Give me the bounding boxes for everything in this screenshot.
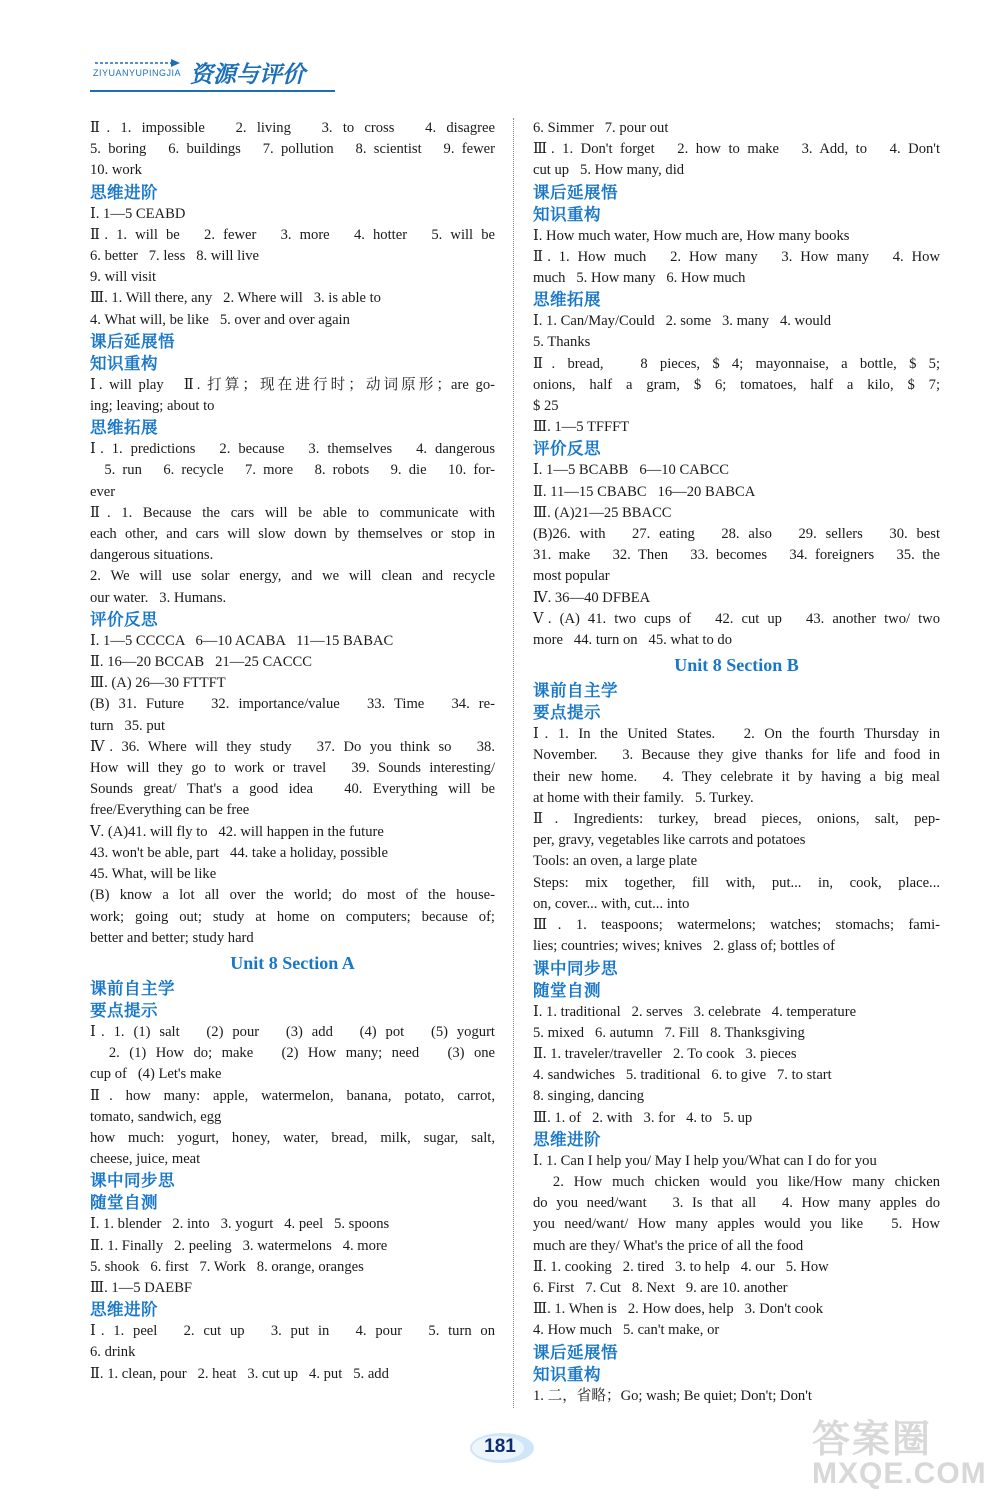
answer-line: Ⅲ. (A)21—25 BBACC [533, 504, 672, 521]
answer-line: Ⅱ. 1. Finally 2. peeling 3. watermelons 4. more [90, 1237, 388, 1254]
answer-line: Ⅱ. 1. Because the cars will be able to communicate with [90, 504, 495, 521]
answer-line: Ⅱ. Ingredients: turkey, bread pieces, onions, salt, pep- [533, 811, 940, 828]
section-heading: 课中同步思 [90, 1171, 175, 1191]
section-heading: 评价反思 [533, 439, 601, 459]
section-heading: 思维进阶 [90, 182, 158, 202]
answer-line: lies; countries; wives; knives 2. glass of; bottles of [533, 938, 835, 955]
answer-line: 5. shook 6. first 7. Work 8. orange, oranges [90, 1258, 364, 1275]
answer-line: 2. (1) How do; make (2) How many; need (3) one [90, 1045, 496, 1062]
section-heading: 思维拓展 [533, 290, 601, 310]
answer-line: 5. boring 6. buildings 7. pollution 8. scientist 9. fewer [90, 141, 495, 158]
answer-line: Ⅰ. 1. Can I help you/ May I help you/What can I do for you [533, 1152, 877, 1169]
answer-line: Ⅱ. 1. cooking 2. tired 3. to help 4. our 5. How [533, 1258, 829, 1275]
section-heading: 课前自主学 [533, 681, 618, 701]
answer-line: Ⅰ. 1. blender 2. into 3. yogurt 4. peel 5. spoons [90, 1216, 390, 1233]
answer-line: Ⅰ. 1. peel 2. cut up 3. put in 4. pour 5. turn on [90, 1323, 495, 1340]
answer-line: 6. drink [90, 1344, 136, 1361]
answer-line: much are they/ What's the price of all the food [533, 1237, 804, 1254]
answer-line: do you need/want 3. Is that all 4. How many apples do [533, 1195, 940, 1212]
answer-line: turn 35. put [90, 717, 165, 734]
section-heading: 知识重构 [90, 353, 158, 373]
answer-line: 6. Simmer 7. pour out [533, 120, 669, 136]
section-heading: 随堂自测 [90, 1193, 158, 1213]
answer-line: 43. won't be able, part 44. take a holiday, possible [90, 844, 388, 861]
section-heading: 思维进阶 [533, 1129, 601, 1149]
answer-line: Sounds great/ That's a good idea 40. Everything will be [90, 781, 495, 798]
answer-line: Ⅲ. 1. When is 2. How does, help 3. Don't cook [533, 1301, 824, 1318]
answer-line: Ⅳ. 36. Where will they study 37. Do you think so 38. [90, 738, 495, 755]
answer-line: Ⅲ. 1—5 TFFFT [533, 419, 630, 436]
answer-line: per, gravy, vegetables like carrots and potatoes [533, 832, 806, 849]
answer-line: Ⅰ. How much water, How much are, How many books [533, 227, 850, 244]
section-heading: 思维拓展 [90, 418, 158, 438]
answer-line: Ⅱ. 1. will be 2. fewer 3. more 4. hotter 5. will be [90, 226, 495, 243]
column-divider [513, 118, 514, 1408]
answer-line: ever [90, 483, 116, 500]
answer-line: 5. run 6. recycle 7. more 8. robots 9. die 10. for- [90, 462, 495, 479]
section-heading: 思维进阶 [90, 1300, 158, 1320]
section-heading: 课前自主学 [90, 978, 175, 998]
answer-line: Ⅰ. 1. (1) salt (2) pour (3) add (4) pot (5) yogurt [90, 1023, 495, 1040]
answer-line: November. 3. Because they give thanks for life and food in [533, 747, 940, 764]
page-number: 181 [484, 1436, 516, 1457]
answer-line: Ⅲ. 1. Don't forget 2. how to make 3. Add, to 4. Don't [533, 141, 940, 158]
left-answer-column [90, 118, 495, 1385]
logo-pinyin: ZIYUANYUPINGJIA [93, 68, 182, 78]
answer-line: (B) 31. Future 32. importance/value 33. Time 34. re- [90, 696, 495, 713]
answer-line: Ⅴ. (A) 41. two cups of 42. cut up 43. another two/ two [533, 610, 940, 627]
answer-line: 8. singing, dancing [533, 1088, 645, 1105]
answer-line: Ⅱ. 1. clean, pour 2. heat 3. cut up 4. put 5. add [90, 1365, 389, 1382]
answer-line: 5. Thanks [533, 334, 591, 351]
answer-line: Steps: mix together, fill with, put... in, cook, place... [533, 874, 940, 891]
right-answer-column [533, 118, 940, 1407]
answer-line: onions, half a gram, $ 6; tomatoes, half a kilo, $ 7; [533, 376, 940, 393]
answer-line: 5. mixed 6. autumn 7. Fill 8. Thanksgiving [533, 1024, 805, 1041]
watermark [812, 1408, 987, 1491]
section-heading: 要点提示 [533, 703, 601, 723]
answer-line: Tools: an oven, a large plate [533, 853, 698, 870]
answer-line: most popular [533, 568, 610, 585]
answer-line: 9. will visit [90, 269, 157, 286]
answer-line: Ⅰ. 1. traditional 2. serves 3. celebrate 4. temperature [533, 1003, 857, 1020]
answer-line: 6. better 7. less 8. will live [90, 248, 260, 265]
section-heading: 知识重构 [533, 1364, 601, 1384]
answer-line: (B)26. with 27. eating 28. also 29. sellers 30. best [533, 526, 940, 543]
answer-line: Ⅲ. 1. of 2. with 3. for 4. to 5. up [533, 1109, 753, 1126]
answer-line: 2. How much chicken would you like/How many chicken [533, 1173, 941, 1190]
answer-line: Ⅰ. will play Ⅱ. 打算；现在进行时；动词原形；are go- [90, 376, 495, 393]
answer-line: 1. 二，省略；Go; wash; Be quiet; Don't; Don't [533, 1387, 812, 1404]
answer-line: cut up 5. How many, did [533, 162, 685, 179]
answer-line: better and better; study hard [90, 929, 254, 946]
answer-line: Ⅰ. 1. Can/May/Could 2. some 3. many 4. would [533, 313, 832, 330]
answer-line: Ⅱ. 1. impossible 2. living 3. to cross 4. disagree [90, 120, 495, 136]
answer-line: 4. How much 5. can't make, or [533, 1322, 720, 1339]
section-heading: 随堂自测 [533, 980, 601, 1000]
answer-line: more 44. turn on 45. what to do [533, 632, 733, 649]
answer-line: 45. What, will be like [90, 866, 217, 883]
answer-line: Ⅲ. 1—5 DAEBF [90, 1279, 193, 1296]
unit-title: Unit 8 Section A [230, 952, 355, 973]
answer-line: Ⅲ. 1. teaspoons; watermelons; watches; stomachs; fami- [533, 917, 940, 934]
answer-line: Ⅱ. 11—15 CBABC 16—20 BABCA [533, 483, 756, 500]
answer-line: How will they go to work or travel 39. Sounds interesting/ [90, 760, 495, 777]
answer-line: Ⅰ. 1—5 CCCCA 6—10 ACABA 11—15 BABAC [90, 632, 394, 649]
answer-line: Ⅱ. bread, 8 pieces, $ 4; mayonnaise, a bottle, $ 5; [533, 355, 940, 372]
answer-line: Ⅴ. (A)41. will fly to 42. will happen in the future [90, 823, 384, 840]
answer-line: our water. 3. Humans. [90, 589, 227, 606]
answer-line: at home with their family. 5. Turkey. [533, 789, 754, 806]
logo-title: 资源与评价 [190, 62, 305, 88]
answer-line: you need/want/ How many apples would you like 5. How [533, 1216, 940, 1233]
answer-line: 31. make 32. Then 33. becomes 34. foreigners 35. the [533, 547, 940, 564]
answer-line: cheese, juice, meat [90, 1151, 201, 1168]
answer-line: Ⅰ. 1—5 BCABB 6—10 CABCC [533, 462, 729, 479]
answer-line: dangerous situations. [90, 547, 214, 564]
answer-line: each other, and cars will slow down by themselves or stop in [90, 526, 495, 543]
answer-line: Ⅲ. 1. Will there, any 2. Where will 3. is able to [90, 290, 381, 307]
section-heading: 课中同步思 [533, 958, 618, 978]
unit-title: Unit 8 Section B [674, 655, 799, 676]
answer-line: Ⅲ. (A) 26—30 FTTFT [90, 675, 226, 692]
section-heading: 课后延展悟 [90, 331, 175, 351]
answer-line: (B) know a lot all over the world; do most of the house- [90, 887, 495, 904]
answer-line: ing; leaving; about to [90, 398, 215, 415]
answer-line: Ⅱ. 16—20 BCCAB 21—25 CACCC [90, 654, 312, 671]
section-heading: 要点提示 [90, 1000, 158, 1020]
answer-line: how much: yogurt, honey, water, bread, milk, sugar, salt, [90, 1129, 495, 1146]
section-heading: 课后延展悟 [533, 182, 618, 202]
answer-line: $ 25 [533, 398, 559, 415]
header-rule [90, 90, 335, 92]
answer-line: Ⅱ. 1. traveler/traveller 2. To cook 3. pieces [533, 1045, 797, 1062]
answer-line: on, cover... with, cut... into [533, 895, 690, 912]
answer-line: 2. We will use solar energy, and we will clean and recycle [90, 568, 495, 585]
answer-line: their new home. 4. They celebrate it by having a big meal [533, 768, 940, 785]
answer-line: cup of (4) Let's make [90, 1066, 222, 1083]
answer-line: 4. What will, be like 5. over and over again [90, 311, 350, 328]
answer-line: Ⅰ. 1. predictions 2. because 3. themselves 4. dangerous [90, 441, 495, 458]
answer-line: work; going out; study at home on computers; because of; [90, 908, 495, 925]
arrow-icon [93, 58, 181, 68]
answer-line: 4. sandwiches 5. traditional 6. to give 7. to start [533, 1067, 832, 1084]
answer-line: free/Everything can be free [90, 802, 250, 819]
page-header [0, 0, 1000, 100]
answer-line: Ⅱ. 1. How much 2. How many 3. How many 4. How [533, 248, 940, 265]
section-heading: 课后延展悟 [533, 1342, 618, 1362]
answer-line: Ⅳ. 36—40 DFBEA [533, 589, 651, 606]
answer-line: Ⅰ. 1—5 CEABD [90, 205, 186, 222]
answer-line: 10. work [90, 162, 142, 179]
section-heading: 知识重构 [533, 204, 601, 224]
answer-line: tomato, sandwich, egg [90, 1108, 222, 1125]
watermark-en: MXQE.COM [812, 1457, 987, 1490]
watermark-cn: 答案圈 [812, 1419, 933, 1461]
section-heading: 评价反思 [90, 609, 158, 629]
answer-line: 6. First 7. Cut 8. Next 9. are 10. another [533, 1279, 788, 1296]
answer-line: much 5. How many 6. How much [533, 270, 746, 287]
answer-line: Ⅱ. how many: apple, watermelon, banana, potato, carrot, [90, 1087, 495, 1104]
answer-line: Ⅰ. 1. In the United States. 2. On the fourth Thursday in [533, 726, 940, 743]
